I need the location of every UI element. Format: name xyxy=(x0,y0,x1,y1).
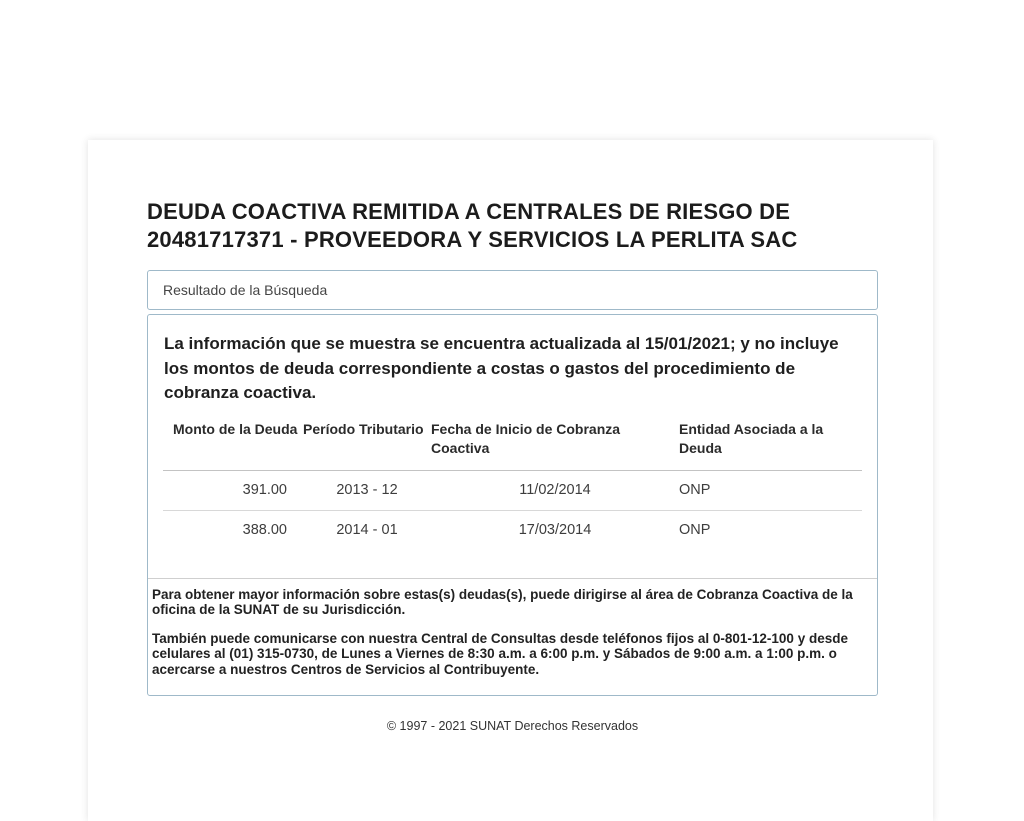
search-result-panel xyxy=(147,314,878,696)
cell-entidad: ONP xyxy=(679,481,711,498)
cell-entidad: ONP xyxy=(679,521,711,538)
update-info-text: La información que se muestra se encuentra actualizada al 15/01/2021; y no incluye los montos de deuda correspondiente a costas o gastos del procedimiento de cobranza coactiva. xyxy=(164,334,839,402)
panel-footer-notes xyxy=(148,578,877,696)
cell-periodo: 2014 - 01 xyxy=(336,521,398,538)
cell-fecha-inicio: 11/02/2014 xyxy=(519,481,591,498)
footer-note-cobranza: Para obtener mayor información sobre estas(s) deudas(s), puede dirigirse al área de Cobranza Coactiva de la oficina de la SUNAT de su Jurisdicción. xyxy=(152,586,853,617)
column-header-monto: Monto de la Deuda xyxy=(173,420,298,437)
column-header-periodo: Período Tributario xyxy=(303,420,424,437)
cell-monto: 391.00 xyxy=(242,481,287,498)
result-header-box xyxy=(147,270,878,310)
page-content xyxy=(88,140,933,733)
cell-fecha-inicio: 17/03/2014 xyxy=(518,521,592,538)
copyright-text: © 1997 - 2021 SUNAT Derechos Reservados xyxy=(386,719,639,733)
cell-periodo: 2013 - 12 xyxy=(336,481,398,498)
footer-note-central-consultas: También puede comunicarse con nuestra Central de Consultas desde teléfonos fijos al 0-801-12-100 y desde celulares al (01) 315-0730, de Lunes a Viernes de 8:30 a.m. a 6:00 p.m. y Sábados de 9:00 a.m. a 1:00 p.m. o acercarse a nuestros Centros de Servicios al Contribuyente. xyxy=(152,630,848,677)
table-header-row xyxy=(163,420,862,470)
column-header-fecha-inicio: Fecha de Inicio de Cobranza Coactiva xyxy=(431,420,621,456)
table-row xyxy=(163,471,862,510)
cell-monto: 388.00 xyxy=(242,521,287,538)
result-header-label: Resultado de la Búsqueda xyxy=(163,282,328,298)
debt-table xyxy=(163,420,862,578)
table-bottom-spacer xyxy=(163,550,862,578)
column-header-entidad: Entidad Asociada a la Deuda xyxy=(679,420,824,456)
table-row xyxy=(163,511,862,550)
page-title: DEUDA COACTIVA REMITIDA A CENTRALES DE RIESGO DE 20481717371 - PROVEEDORA Y SERVICIOS LA PERLITA SAC xyxy=(147,199,798,252)
results-page-card xyxy=(88,140,933,821)
